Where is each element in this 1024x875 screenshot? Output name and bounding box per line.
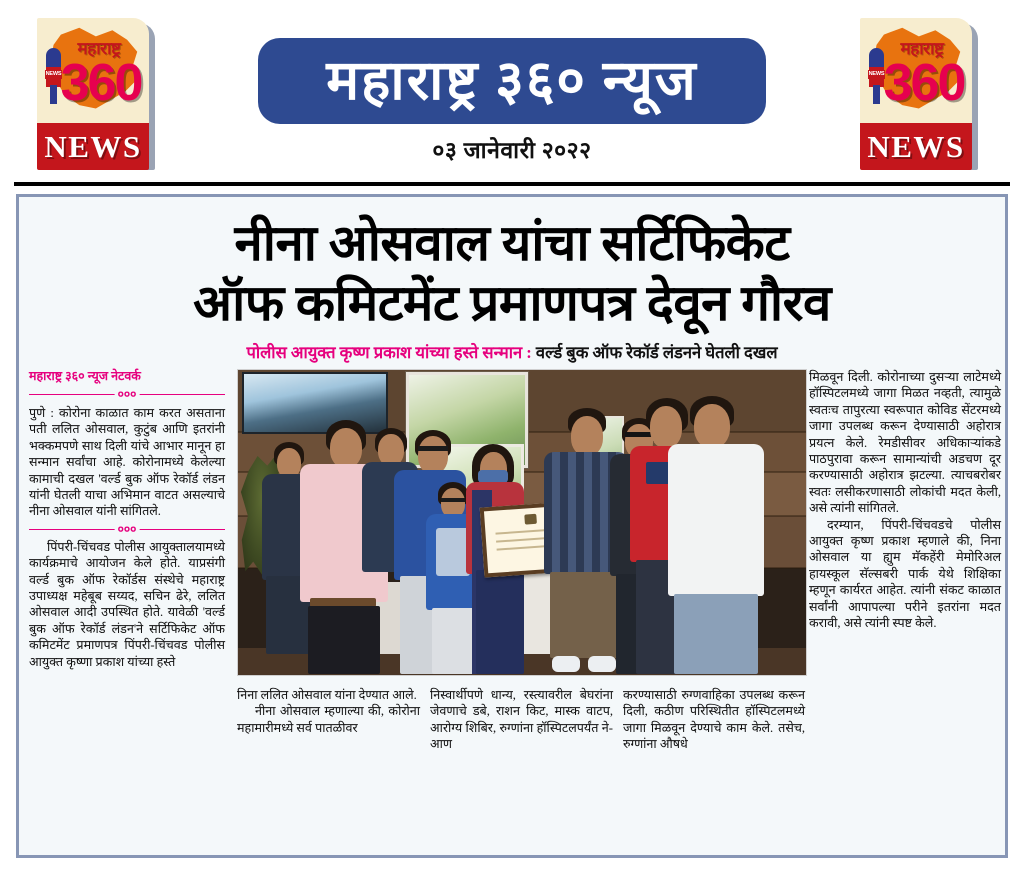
- paragraph: दरम्यान, पिंपरी-चिंचवडचे पोलीस आयुक्त कृष्ण प्रकाश म्हणाले की, निना ओसवाल या ह्युम मॅकहेंरी मेमोरिअल हायस्कूल सॅल्सबरी पार्क येथे शिक्षिका म्हणून कार्यरत आहेत. त्यांनी संकट काळात सर्वांनी आपापल्या परीने इतरांना मदत करावी, असे त्यांनी स्पष्ट केले.: [809, 517, 1001, 631]
- paragraph: निना ललित ओसवाल यांना देण्यात आले.: [237, 688, 417, 702]
- logo-card: [860, 18, 978, 170]
- paragraph-divider: [29, 523, 225, 535]
- logo-card: [37, 18, 155, 170]
- logo-top-panel: [37, 18, 149, 123]
- article-headline: [19, 203, 1004, 333]
- logo-bottom-panel: [860, 123, 972, 170]
- byline-divider: [29, 388, 225, 400]
- article-subheadline: [29, 343, 995, 363]
- column-lower-1: [237, 687, 420, 736]
- article-byline: महाराष्ट्र ३६० न्यूज नेटवर्क: [29, 369, 141, 383]
- painting-frame-1: [242, 372, 388, 434]
- logo-right[interactable]: [860, 18, 988, 170]
- paragraph: करण्यासाठी रुग्णवाहिका उपलब्ध करून दिली, कठीण परिस्थितीत हॉस्पिटलमध्ये जागा मिळवून देण्याचे काम केले. तसेच, रुग्णांना औषधे: [623, 688, 805, 752]
- logo-news-text: NEWS: [867, 129, 965, 164]
- paragraph: नीना ओसवाल म्हणाल्या की, कोरोना महामारीमध्ये सर्व पातळीवर: [237, 704, 420, 735]
- headline-line-2: ऑफ कमिटमेंट प्रमाणपत्र देवून गौरव: [193, 275, 831, 331]
- logo-360-text: 360: [60, 54, 142, 112]
- mic-news-tag: NEWS: [868, 71, 885, 77]
- divider-ornament: ०००: [115, 388, 140, 400]
- masthead-title-pill[interactable]: [258, 38, 766, 124]
- masthead-date: ०३ जानेवारी २०२२: [432, 138, 592, 163]
- paragraph: पिंपरी-चिंचवड पोलीस आयुक्तालयामध्ये कार्यक्रमाचे आयोजन केले होते. याप्रसंगी वर्ल्ड बुक ऑफ रेकॉर्डस संस्थेचे महाराष्ट्र उपाध्यक्ष महेबूब सय्यद, सचिन ढेरे, ललित ओसवाल आदी उपस्थित होते. यावेळी 'वर्ल्ड बुक ऑफ रेकॉर्ड लंडन'ने सर्टिफिकेट ऑफ कमिटमेंट प्रमाणपत्र पिंपरी-चिंचवड पोलीस आयुक्त कृष्णा प्रकाश यांच्या हस्ते: [29, 539, 225, 669]
- logo-top-panel: [860, 18, 972, 123]
- lower-columns: [29, 687, 1001, 799]
- logo-maharashtra-text: महाराष्ट्र: [900, 39, 944, 58]
- logo-maharashtra-text: महाराष्ट्र: [77, 39, 121, 58]
- column-left: [29, 369, 225, 670]
- masthead-center: [258, 38, 766, 165]
- article-content: [29, 369, 1001, 799]
- column-rightmost: [809, 369, 1001, 632]
- logo-360-text: 360: [883, 54, 965, 112]
- divider-ornament: ०००: [115, 523, 140, 535]
- paragraph: पुणे : कोरोना काळात काम करत असताना पती ललित ओसवाल, कुटुंब आणि इतरांनी भक्कमपणे साथ दिली यांचे आभार मानून हा सन्मान सर्वांचा आहे. कोरोनामध्ये केलेल्या कामाची दखल 'वर्ल्ड बुक ऑफ रेकॉर्ड लंडन यांनी घेतली याचा अभिमान वाटत असल्याचे नीना ओसवाल यांनी सांगितले.: [29, 406, 225, 519]
- article-photo[interactable]: [237, 369, 807, 676]
- header-divider-rule: [14, 182, 1010, 186]
- mic-news-tag: NEWS: [45, 71, 62, 77]
- subheadline-dark: वर्ल्ड बुक ऑफ रेकॉर्ड लंडनने घेतली दखल: [535, 343, 778, 362]
- logo-bottom-panel: [37, 123, 149, 170]
- column-lower-3: [623, 687, 805, 753]
- article-box: [16, 194, 1008, 858]
- paragraph: मिळवून दिली. कोरोनाच्या दुसऱ्या लाटेमध्ये हॉस्पिटलमध्ये जागा मिळत नव्हती, त्यामुळे स्वतःच तापुरत्या स्वरूपात कोविड सेंटरमध्ये जागा उपलब्ध करून देण्यासाठी अहोरात्र प्रयत्न केले. रेमडीसीवर अधिकाऱ्यांकडे पाठपुरावा करून सामान्यांची अडचण दूर करण्यासाठी अहोरात्र झटल्या. त्याचबरोबर स्वतः लसीकरणासाठी लोकांची मदत केली, असे त्यांनी सांगितले.: [809, 370, 1001, 516]
- paragraph: निस्वार्थीपणे धान्य, रस्त्यावरील बेघरांना जेवणाचे डबे, राशन किट, मास्क वाटप, आरोग्य शिबिर, रुग्णांना हॉस्पिटलपर्यंत ने-आण: [430, 688, 613, 752]
- masthead-header: [0, 0, 1024, 182]
- masthead-title: महाराष्ट्र ३६० न्यूज: [326, 50, 698, 111]
- logo-left[interactable]: [37, 18, 165, 170]
- subheadline-pink: पोलीस आयुक्त कृष्ण प्रकाश यांच्या हस्ते सन्मान :: [246, 343, 532, 362]
- logo-news-text: NEWS: [44, 129, 142, 164]
- column-lower-2: [430, 687, 613, 753]
- headline-line-1: नीना ओसवाल यांचा सर्टिफिकेट: [234, 215, 790, 271]
